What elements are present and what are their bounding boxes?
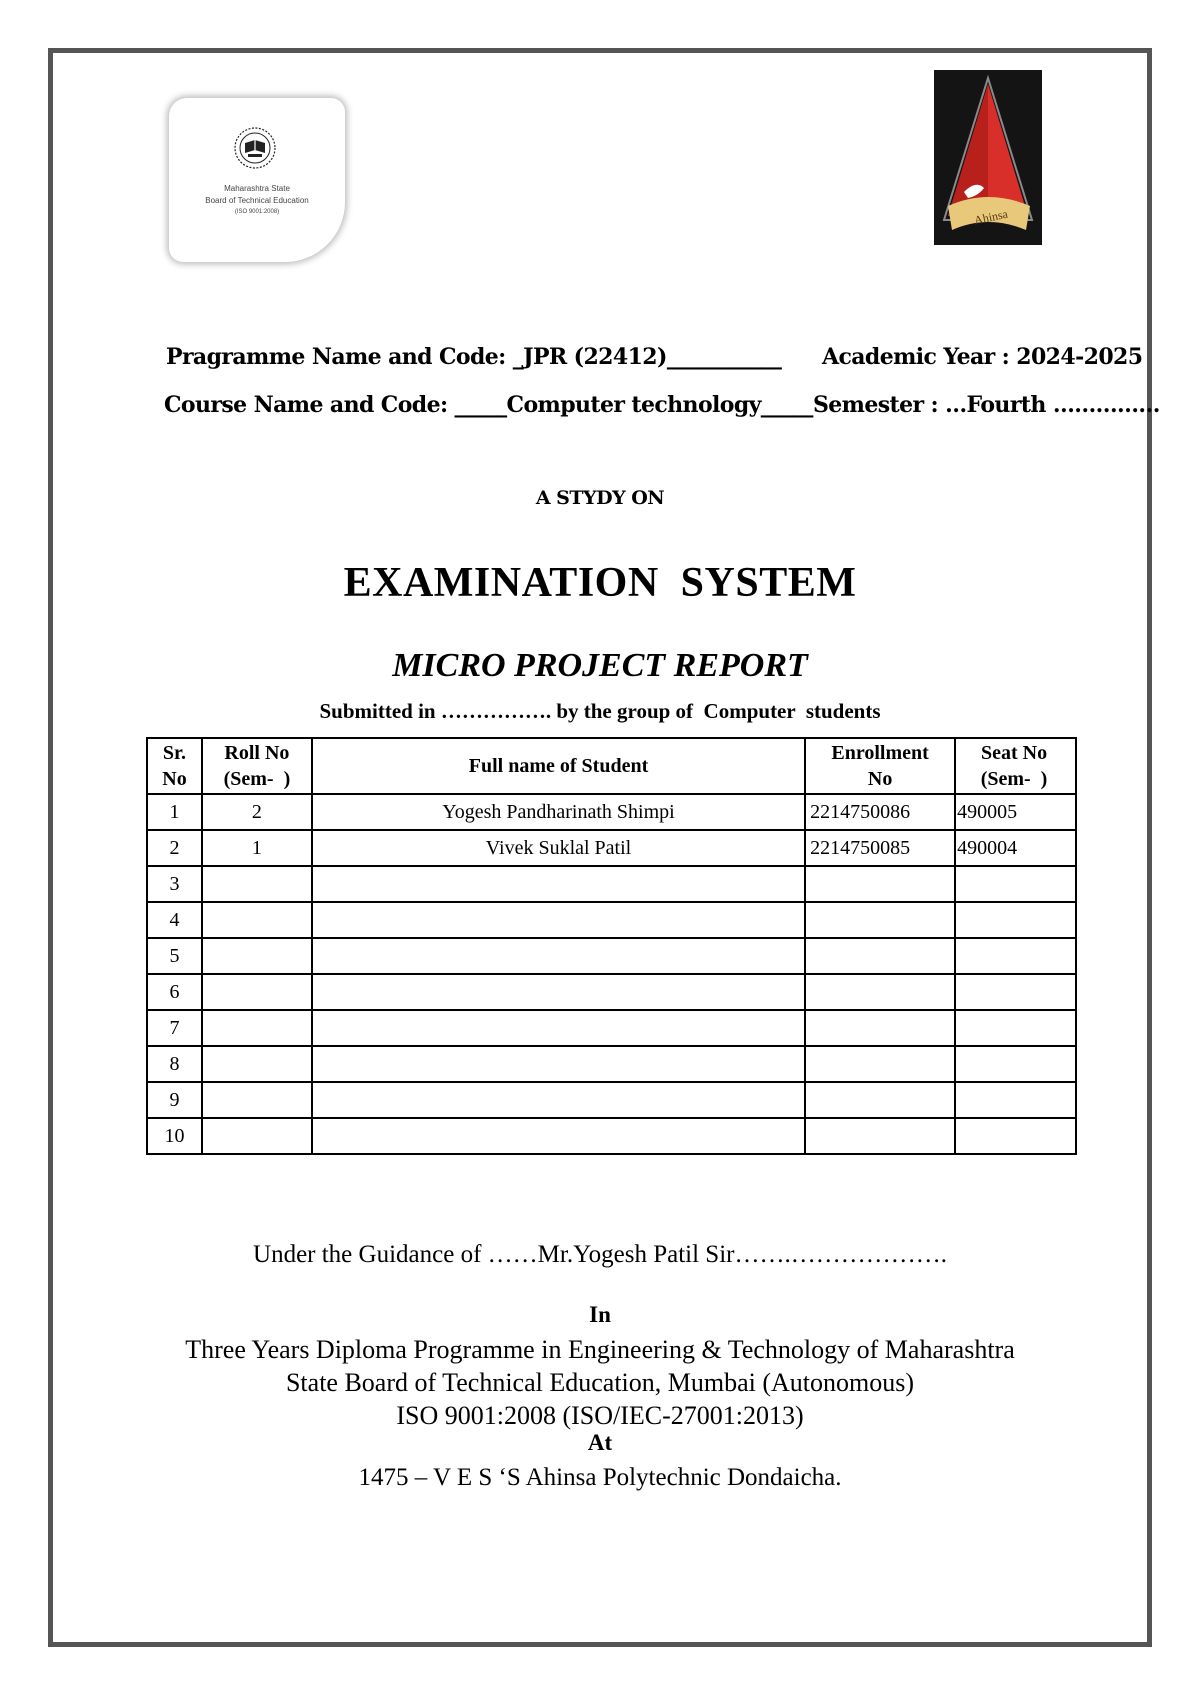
cell-student-name <box>312 1118 805 1154</box>
cell-sr-no: 9 <box>147 1082 202 1118</box>
cell-student-name: Yogesh Pandharinath Shimpi <box>312 794 805 830</box>
header-roll-no: Roll No (Sem- ) <box>202 738 312 794</box>
cell-seat-no <box>955 1046 1076 1082</box>
cell-student-name: Vivek Suklal Patil <box>312 830 805 866</box>
cell-enrollment-no <box>805 1010 955 1046</box>
msbte-emblem-icon <box>233 126 277 170</box>
programme-name-code: Pragramme Name and Code: _JPR (22412)___________ <box>166 344 782 370</box>
ahinsa-logo-text: Ahinsa <box>972 206 1009 228</box>
cell-student-name <box>312 1082 805 1118</box>
cell-seat-no <box>955 1010 1076 1046</box>
cell-enrollment-no <box>805 974 955 1010</box>
cell-enrollment-no <box>805 1046 955 1082</box>
cell-enrollment-no: 2214750086 <box>805 794 955 830</box>
msbte-logo-line: (ISO 9001:2008) <box>234 209 280 215</box>
header-seat-no: Seat No (Sem- ) <box>955 738 1076 794</box>
cell-roll-no <box>202 1118 312 1154</box>
cell-roll-no <box>202 938 312 974</box>
iso-certification: ISO 9001:2008 (ISO/IEC-27001:2013) <box>396 1401 804 1430</box>
cell-student-name <box>312 902 805 938</box>
cell-seat-no <box>955 902 1076 938</box>
cell-roll-no <box>202 974 312 1010</box>
cell-student-name <box>312 1010 805 1046</box>
cell-seat-no <box>955 866 1076 902</box>
cell-roll-no <box>202 902 312 938</box>
cell-sr-no: 10 <box>147 1118 202 1154</box>
header-enrollment-no: Enrollment No <box>805 738 955 794</box>
cell-seat-no <box>955 1082 1076 1118</box>
cell-enrollment-no <box>805 902 955 938</box>
in-label: In <box>589 1302 611 1327</box>
header-full-name: Full name of Student <box>312 738 805 794</box>
table-row <box>147 1046 1076 1082</box>
cell-roll-no <box>202 866 312 902</box>
cell-sr-no: 5 <box>147 938 202 974</box>
cell-seat-no <box>955 938 1076 974</box>
table-row <box>147 1118 1076 1154</box>
programme-description: Three Years Diploma Programme in Engineering & Technology of Maharashtra <box>185 1335 1015 1364</box>
academic-year: Academic Year : 2024-2025 <box>822 344 1143 370</box>
cell-enrollment-no <box>805 938 955 974</box>
table-row <box>147 902 1076 938</box>
cell-sr-no: 3 <box>147 866 202 902</box>
msbte-logo <box>169 98 345 262</box>
cell-enrollment-no <box>805 866 955 902</box>
project-title: EXAMINATION SYSTEM <box>343 560 857 606</box>
semester: Semester : …Fourth …………… <box>813 392 1160 418</box>
cell-roll-no <box>202 1010 312 1046</box>
course-name-code: Course Name and Code: _____Computer technology_____ <box>164 392 813 418</box>
cell-roll-no: 2 <box>202 794 312 830</box>
table-row <box>147 938 1076 974</box>
table-row <box>147 1082 1076 1118</box>
cell-roll-no <box>202 1082 312 1118</box>
cell-student-name <box>312 866 805 902</box>
cell-roll-no: 1 <box>202 830 312 866</box>
cell-seat-no <box>955 1118 1076 1154</box>
cell-roll-no <box>202 1046 312 1082</box>
cell-student-name <box>312 1046 805 1082</box>
msbte-logo-line: Board of Technical Education <box>205 196 309 205</box>
header-sr-no: Sr. No <box>147 738 202 794</box>
board-name: State Board of Technical Education, Mumbai (Autonomous) <box>285 1368 915 1397</box>
table-row <box>147 1010 1076 1046</box>
institute-name: 1475 – V E S ‘S Ahinsa Polytechnic Dondaicha. <box>358 1464 842 1491</box>
cell-sr-no: 4 <box>147 902 202 938</box>
table-row <box>147 974 1076 1010</box>
cell-enrollment-no: 2214750085 <box>805 830 955 866</box>
table-row <box>147 794 1076 830</box>
cell-student-name <box>312 938 805 974</box>
table-header-row <box>147 738 1076 794</box>
table-row <box>147 830 1076 866</box>
cell-seat-no <box>955 974 1076 1010</box>
guidance-line: Under the Guidance of ……Mr.Yogesh Patil Sir…….………………. <box>253 1241 947 1268</box>
cell-sr-no: 2 <box>147 830 202 866</box>
ahinsa-logo <box>934 70 1042 245</box>
submitted-line: Submitted in ……………. by the group of Computer students <box>319 699 881 723</box>
cell-student-name <box>312 974 805 1010</box>
cell-sr-no: 6 <box>147 974 202 1010</box>
table-row <box>147 866 1076 902</box>
msbte-logo-line: Maharashtra State <box>224 184 290 193</box>
cell-sr-no: 8 <box>147 1046 202 1082</box>
cell-seat-no: 490005 <box>955 794 1076 830</box>
cell-seat-no: 490004 <box>955 830 1076 866</box>
cell-sr-no: 1 <box>147 794 202 830</box>
cell-enrollment-no <box>805 1082 955 1118</box>
cell-sr-no: 7 <box>147 1010 202 1046</box>
report-title: MICRO PROJECT REPORT <box>392 647 808 684</box>
cell-enrollment-no <box>805 1118 955 1154</box>
at-label: At <box>587 1430 613 1455</box>
students-table <box>146 737 1077 1155</box>
study-heading: A STYDY ON <box>535 487 665 509</box>
